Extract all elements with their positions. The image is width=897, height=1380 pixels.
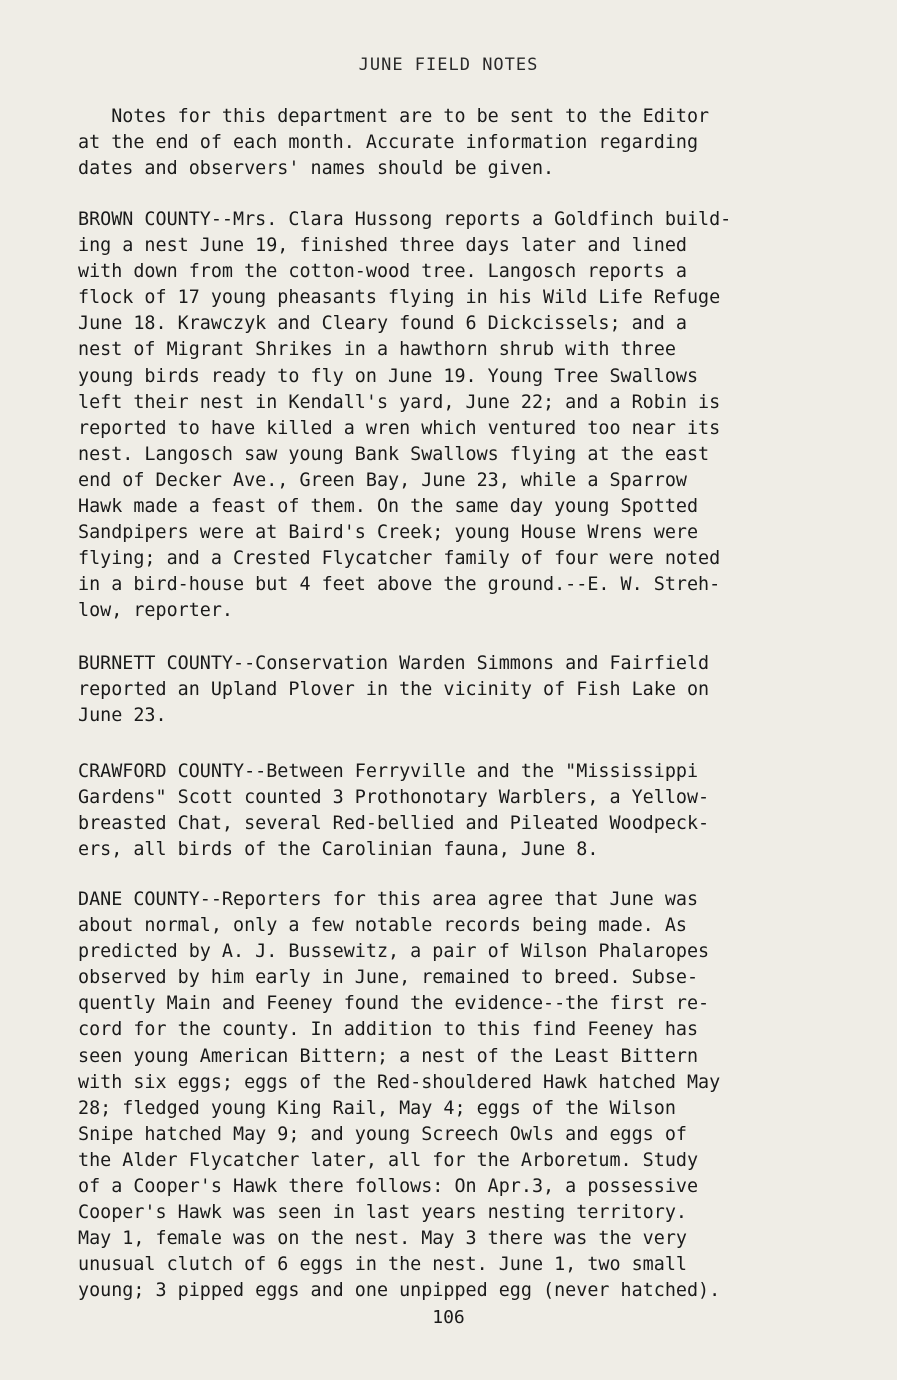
text-line: reported an Upland Plover in the vicinity of Fish Lake on [78, 679, 710, 701]
crawford-county-paragraph [78, 759, 878, 863]
text-line: quently Main and Feeney found the evidence--the first re- [78, 993, 710, 1015]
text-line: nest. Langosch saw young Bank Swallows flying at the east [78, 443, 710, 465]
text-line: June 23. [78, 705, 167, 727]
page-title: JUNE FIELD NOTES [358, 55, 539, 75]
text-line: DANE COUNTY--Reporters for this area agree that June was [78, 889, 699, 910]
text-line: Sandpipers were at Baird's Creek; young House Wrens were [78, 522, 699, 544]
brown-county-paragraph [78, 207, 878, 625]
text-line: with down from the cotton-wood tree. Langosch reports a [78, 261, 687, 283]
text-line: Cooper's Hawk was seen in last years nesting territory. [78, 1202, 687, 1224]
text-line: ing a nest June 19, finished three days later and lined [78, 235, 687, 257]
text-line: cord for the county. In addition to this find Feeney has [78, 1019, 699, 1041]
text-line: breasted Chat, several Red-bellied and Pileated Woodpeck- [78, 813, 710, 835]
dane-county-paragraph [78, 887, 878, 1305]
text-line: predicted by A. J. Bussewitz, a pair of Wilson Phalaropes [78, 941, 710, 963]
text-line: observed by him early in June, remained to breed. Subse- [78, 967, 699, 989]
burnett-county-paragraph [78, 651, 878, 729]
text-line: nest of Migrant Shrikes in a hawthorn shrub with three [78, 339, 676, 361]
text-line: the Alder Flycatcher later, all for the Arboretum. Study [78, 1149, 699, 1171]
text-line: Gardens" Scott counted 3 Prothonotary Warblers, a Yellow- [78, 787, 710, 809]
text-line: at the end of each month. Accurate information regarding [78, 132, 699, 154]
text-line: 28; fledged young King Rail, May 4; eggs of the Wilson [78, 1097, 676, 1119]
text-line: low, reporter. [78, 600, 234, 622]
text-line: left their nest in Kendall's yard, June 22; and a Robin is [78, 391, 721, 413]
text-line: ers, all birds of the Carolinian fauna, June 8. [78, 839, 599, 861]
text-line: reported to have killed a wren which ventured too near its [78, 417, 721, 439]
text-line: seen young American Bittern; a nest of the Least Bittern [78, 1045, 699, 1067]
text-line: young; 3 pipped eggs and one unpipped egg (never hatched). [78, 1280, 721, 1302]
text-line: Hawk made a feast of them. On the same day young Spotted [78, 496, 699, 518]
text-line: flock of 17 young pheasants flying in his Wild Life Refuge [78, 287, 721, 309]
intro-paragraph [78, 104, 878, 182]
text-line: about normal, only a few notable records being made. As [78, 915, 687, 937]
text-line: flying; and a Crested Flycatcher family of four were noted [78, 548, 721, 570]
text-line: dates and observers' names should be given. [78, 158, 555, 180]
text-line: unusual clutch of 6 eggs in the nest. June 1, two small [78, 1254, 687, 1276]
text-line: Snipe hatched May 9; and young Screech Owls and eggs of [78, 1123, 687, 1145]
text-line: CRAWFORD COUNTY--Between Ferryville and the "Mississippi [78, 761, 699, 782]
text-line: young birds ready to fly on June 19. Young Tree Swallows [78, 365, 699, 387]
text-line: BURNETT COUNTY--Conservation Warden Simmons and Fairfield [78, 653, 710, 674]
text-line: end of Decker Ave., Green Bay, June 23, while a Sparrow [78, 469, 687, 491]
text-line: with six eggs; eggs of the Red-shouldered Hawk hatched May [78, 1071, 721, 1093]
text-line: May 1, female was on the nest. May 3 there was the very [78, 1228, 687, 1250]
text-line: BROWN COUNTY--Mrs. Clara Hussong reports a Goldfinch build- [78, 209, 732, 230]
text-line: Notes for this department are to be sent to the Editor [78, 106, 710, 127]
text-line: June 18. Krawczyk and Cleary found 6 Dickcissels; and a [78, 313, 687, 335]
text-line: in a bird-house but 4 feet above the ground.--E. W. Streh- [78, 574, 721, 596]
page-number: 106 [432, 1307, 465, 1328]
text-line: of a Cooper's Hawk there follows: On Apr.3, a possessive [78, 1176, 699, 1198]
